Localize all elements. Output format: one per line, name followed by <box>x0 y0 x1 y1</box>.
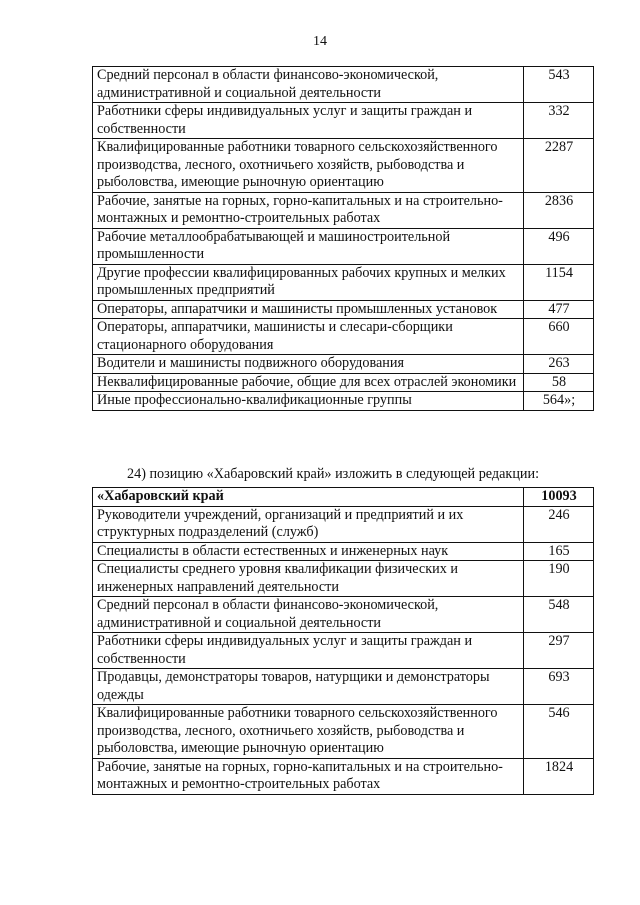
occupation-name-cell: Водители и машинисты подвижного оборудования <box>93 355 524 374</box>
table-row <box>93 139 594 193</box>
occupation-name-cell: Операторы, аппаратчики, машинисты и слесари-сборщики стационарного оборудования <box>93 319 524 355</box>
occupation-value-cell: 564»; <box>524 392 594 411</box>
occupation-value-cell: 693 <box>524 669 594 705</box>
occupation-name-cell: Продавцы, демонстраторы товаров, натурщики и демонстраторы одежды <box>93 669 524 705</box>
table-row <box>93 355 594 374</box>
occupation-table-continued <box>92 66 594 411</box>
occupation-name-cell: Рабочие, занятые на горных, горно-капитальных и на строительно-монтажных и ремонтно-строительных работах <box>93 192 524 228</box>
occupation-name-cell: Рабочие, занятые на горных, горно-капитальных и на строительно-монтажных и ремонтно-строительных работах <box>93 758 524 794</box>
occupation-value-cell: 246 <box>524 506 594 542</box>
occupation-value-cell: 548 <box>524 597 594 633</box>
table-row <box>93 705 594 759</box>
region-name-cell: «Хабаровский край <box>93 488 524 507</box>
table-row <box>93 633 594 669</box>
table-row <box>93 542 594 561</box>
occupation-name-cell: Квалифицированные работники товарного сельскохозяйственного производства, лесного, охотничьего хозяйств, рыбоводства и рыболовства, имеющие рыночную ориентацию <box>93 705 524 759</box>
occupation-name-cell: Квалифицированные работники товарного сельскохозяйственного производства, лесного, охотничьего хозяйств, рыбоводства и рыболовства, имеющие рыночную ориентацию <box>93 139 524 193</box>
occupation-name-cell: Руководители учреждений, организаций и предприятий и их структурных подразделений (служб) <box>93 506 524 542</box>
table-row <box>93 228 594 264</box>
occupation-name-cell: Другие профессии квалифицированных рабочих крупных и мелких промышленных предприятий <box>93 264 524 300</box>
occupation-name-cell: Средний персонал в области финансово-экономической, административной и социальной деятельности <box>93 67 524 103</box>
occupation-value-cell: 546 <box>524 705 594 759</box>
occupation-name-cell: Операторы, аппаратчики и машинисты промышленных установок <box>93 300 524 319</box>
occupation-value-cell: 58 <box>524 373 594 392</box>
occupation-value-cell: 543 <box>524 67 594 103</box>
occupation-name-cell: Средний персонал в области финансово-экономической, административной и социальной деятельности <box>93 597 524 633</box>
occupation-value-cell: 660 <box>524 319 594 355</box>
occupation-value-cell: 477 <box>524 300 594 319</box>
table-row <box>93 319 594 355</box>
occupation-value-cell: 263 <box>524 355 594 374</box>
occupation-name-cell: Специалисты среднего уровня квалификации физических и инженерных направлений деятельности <box>93 561 524 597</box>
amendment-instruction: 24) позицию «Хабаровский край» изложить в следующей редакции: <box>127 466 540 482</box>
table-row <box>93 758 594 794</box>
occupation-value-cell: 165 <box>524 542 594 561</box>
region-header-row <box>93 488 594 507</box>
table-row <box>93 192 594 228</box>
occupation-name-cell: Неквалифицированные рабочие, общие для всех отраслей экономики <box>93 373 524 392</box>
table-row <box>93 103 594 139</box>
table-row <box>93 597 594 633</box>
occupation-name-cell: Работники сферы индивидуальных услуг и защиты граждан и собственности <box>93 103 524 139</box>
occupation-name-cell: Иные профессионально-квалификационные группы <box>93 392 524 411</box>
table-row <box>93 264 594 300</box>
page-number: 14 <box>313 34 327 49</box>
table-row <box>93 373 594 392</box>
occupation-value-cell: 2836 <box>524 192 594 228</box>
occupation-value-cell: 297 <box>524 633 594 669</box>
occupation-value-cell: 190 <box>524 561 594 597</box>
khabarovsk-occupation-table <box>92 487 594 795</box>
table-row <box>93 561 594 597</box>
table-row <box>93 300 594 319</box>
table-row <box>93 669 594 705</box>
occupation-value-cell: 1824 <box>524 758 594 794</box>
table-row <box>93 392 594 411</box>
occupation-value-cell: 2287 <box>524 139 594 193</box>
table-row <box>93 67 594 103</box>
occupation-value-cell: 332 <box>524 103 594 139</box>
occupation-value-cell: 1154 <box>524 264 594 300</box>
region-total-cell: 10093 <box>524 488 594 507</box>
occupation-name-cell: Рабочие металлообрабатывающей и машиностроительной промышленности <box>93 228 524 264</box>
table-row <box>93 506 594 542</box>
occupation-name-cell: Работники сферы индивидуальных услуг и защиты граждан и собственности <box>93 633 524 669</box>
occupation-name-cell: Специалисты в области естественных и инженерных наук <box>93 542 524 561</box>
occupation-value-cell: 496 <box>524 228 594 264</box>
